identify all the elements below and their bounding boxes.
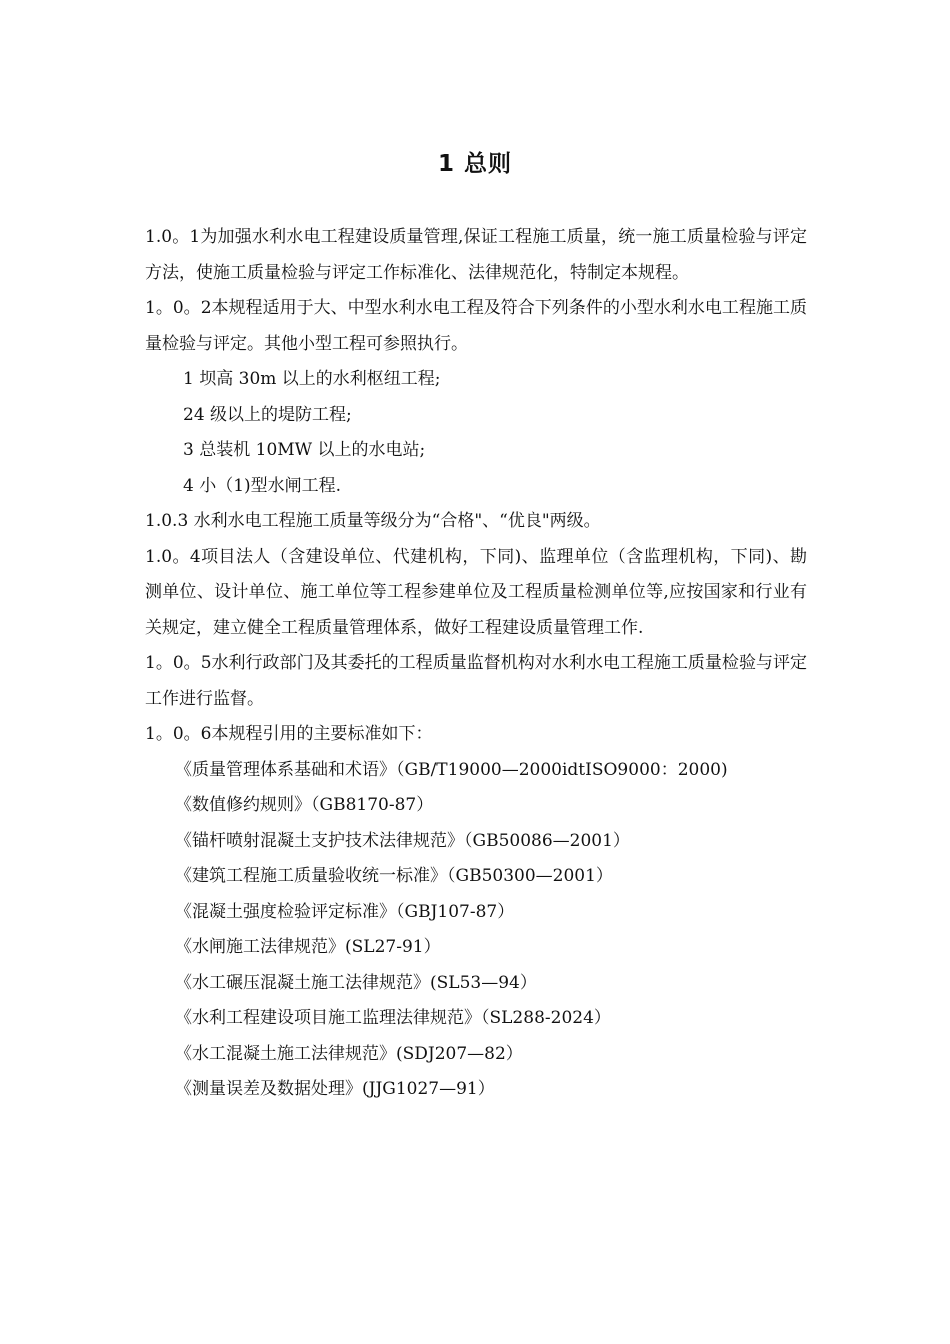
reference-standard-item: 《质量管理体系基础和术语》（GB/T19000—2000idtISO9000：2000) [175,759,728,780]
condition-item: 3 总装机 10MW 以上的水电站; [183,440,426,460]
paragraph-1-0-5: 1。0。5水利行政部门及其委托的工程质量监督机构对水利水电工程施工质量检验与评定工作进行监督。 [145,653,807,709]
reference-standard-item: 《混凝土强度检验评定标准》（GBJ107-87） [175,901,515,922]
condition-item: 24 级以上的堤防工程; [183,404,352,425]
reference-standard-item: 《锚杆喷射混凝土支护技术法律规范》（GB50086—2001） [175,830,630,851]
paragraph-1-0-4: 1.0。4项目法人（含建设单位、代建机构，下同)、监理单位（含监理机构，下同)、勘测单位、设计单位、施工单位等工程参建单位及工程质量检测单位等,应按国家和行业有关规定，建立健全工程质量管理体系，做好工程建设质量管理工作. [145,546,807,638]
paragraph-1-0-6: 1。0。6本规程引用的主要标准如下： [145,724,433,744]
reference-standard-item: 《水利工程建设项目施工监理法律规范》（SL288-2024） [175,1008,611,1028]
reference-standard-item: 《数值修约规则》（GB8170-87） [175,795,434,815]
reference-standard-item: 《水工碾压混凝土施工法律规范》(SL53—94） [175,972,537,993]
reference-standard-item: 《建筑工程施工质量验收统一标准》（GB50300—2001） [175,866,613,886]
document-body [145,220,807,1108]
reference-standard-item: 《水工混凝土施工法律规范》(SDJ207—82） [175,1043,523,1064]
condition-item: 4 小（1)型水闸工程. [183,475,342,496]
paragraph-1-0-2: 1。0。2本规程适用于大、中型水利水电工程及符合下列条件的小型水利水电工程施工质量检验与评定。其他小型工程可参照执行。 [145,298,807,354]
paragraph-1-0-1: 1.0。1为加强水利水电工程建设质量管理,保证工程施工质量，统一施工质量检验与评定方法，使施工质量检验与评定工作标准化、法律规范化，特制定本规程。 [145,227,807,283]
reference-standard-item: 《水闸施工法律规范》(SL27-91） [175,937,441,957]
condition-item: 1 坝高 30m 以上的水利枢纽工程; [183,369,441,389]
paragraph-1-0-3: 1.0.3 水利水电工程施工质量等级分为“合格"、“优良"两级。 [145,511,601,531]
reference-standard-item: 《测量误差及数据处理》(JJG1027—91） [175,1079,495,1099]
chapter-title: 1 总则 [437,151,512,177]
